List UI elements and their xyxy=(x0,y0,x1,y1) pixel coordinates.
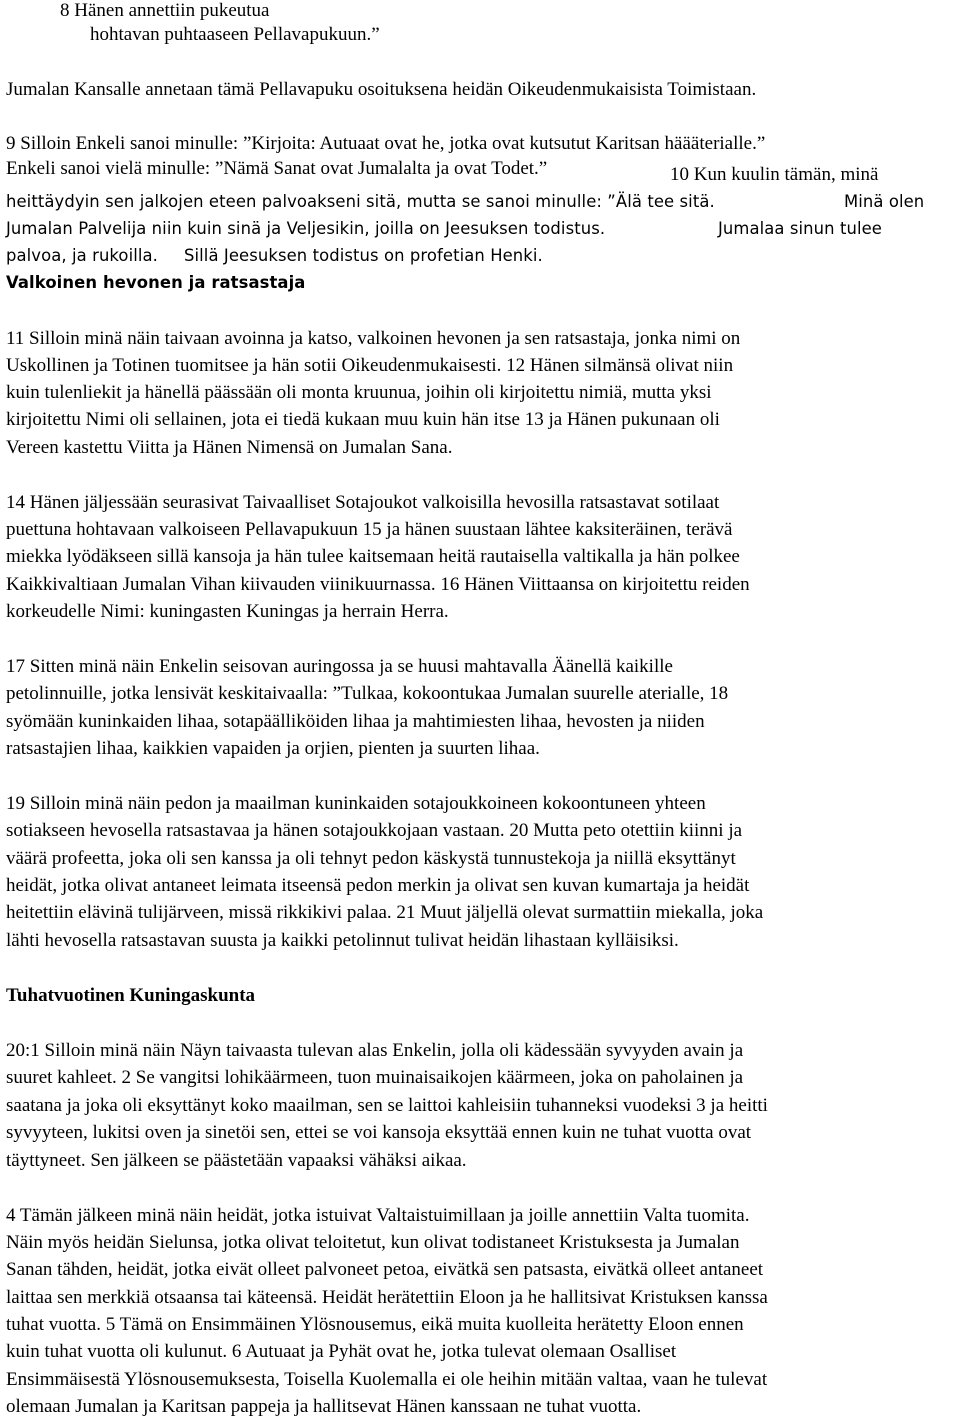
text-line: syvyyteen, lukitsi oven ja sinetöi sen, ettei se voi kansoja eksyttää ennen kuin ne tuhat vuotta ovat xyxy=(6,1122,752,1143)
text-line: Enkeli sanoi vielä minulle: ”Nämä Sanat ovat Jumalalta ja ovat Todet.” xyxy=(6,158,548,179)
text-line: heitettiin elävinä tulijärveen, missä rikkikivi palaa. 21 Muut jäljellä olevat surmattiin miekalla, joka xyxy=(6,902,764,923)
text-line: 17 Sitten minä näin Enkelin seisovan auringossa ja se huusi mahtavalla Äänellä kaikille xyxy=(6,656,673,677)
text-line: väärä profeetta, joka oli sen kanssa ja oli tehnyt pedon käskystä tunnustekoja ja niillä eksyttänyt xyxy=(6,848,736,869)
text-line: Uskollinen ja Totinen tuomitsee ja hän sotii Oikeudenmukaisesti. 12 Hänen silmänsä olivat niin xyxy=(6,355,734,376)
text-line: suuret kahleet. 2 Se vangitsi lohikäärmeen, tuon muinaisaikojen käärmeen, joka on paholainen ja xyxy=(6,1067,744,1088)
text-line: Vereen kastettu Viitta ja Hänen Nimensä on Jumalan Sana. xyxy=(6,437,453,458)
text-line: ratsastajien lihaa, kaikkien vapaiden ja orjien, pienten ja suurten lihaa. xyxy=(6,738,540,759)
text-line: hohtavan puhtaaseen Pellavapukuun.” xyxy=(90,24,380,45)
text-line: Sillä Jeesuksen todistus on profetian Henki. xyxy=(184,246,543,265)
text-line: korkeudelle Nimi: kuningasten Kuningas ja herrain Herra. xyxy=(6,601,449,622)
text-line: 14 Hänen jäljessään seurasivat Taivaalliset Sotajoukot valkoisilla hevosilla ratsastavat sotilaat xyxy=(6,492,720,513)
text-line: 10 Kun kuulin tämän, minä xyxy=(670,164,879,185)
text-line: 11 Silloin minä näin taivaan avoinna ja katso, valkoinen hevonen ja sen ratsastaja, jonka nimi on xyxy=(6,328,741,349)
text-line: Kaikkivaltiaan Jumalan Vihan kiivauden viinikuurnassa. 16 Hänen Viittaansa on kirjoitettu reiden xyxy=(6,574,750,595)
text-line: 8 Hänen annettiin pukeutua xyxy=(60,0,270,21)
text-line: petolinnuille, jotka lensivät keskitaivaalla: ”Tulkaa, kokoontukaa Jumalan suurelle aterialle, 18 xyxy=(6,683,729,704)
section-heading: Tuhatvuotinen Kuningaskunta xyxy=(6,985,256,1006)
text-line: laittaa sen merkkiä otsaansa tai käteensä. Heidät herätettiin Eloon ja he hallitsivat Kristuksen kanssa xyxy=(6,1287,768,1308)
text-line: 19 Silloin minä näin pedon ja maailman kuninkaiden sotajoukkoineen kokoontuneen yhteen xyxy=(6,793,706,814)
text-line: 4 Tämän jälkeen minä näin heidät, jotka istuivat Valtaistuimillaan ja joille annettiin Valta tuomita. xyxy=(6,1205,750,1226)
text-line: Jumalan Kansalle annetaan tämä Pellavapuku osoituksena heidän Oikeudenmukaisista Toimistaan. xyxy=(6,79,757,100)
text-line: sotiakseen hevosella ratsastavaa ja hänen sotajoukkojaan vastaan. 20 Mutta peto otettiin kiinni ja xyxy=(6,820,743,841)
text-line: täyttyneet. Sen jälkeen se päästetään vapaaksi vähäksi aikaa. xyxy=(6,1150,467,1171)
text-line: olemaan Jumalan ja Karitsan pappeja ja hallitsevat Hänen kanssaan ne tuhat vuotta. xyxy=(6,1396,642,1417)
text-line: kuin tulenliekit ja hänellä päässään oli monta kruunua, joihin oli kirjoitettu nimiä, mutta yksi xyxy=(6,382,712,403)
section-heading: Valkoinen hevonen ja ratsastaja xyxy=(6,273,306,292)
text-line: Minä olen xyxy=(844,192,925,211)
text-line: lähti hevosella ratsastavan suusta ja kaikki petolinnut tulivat heidän lihastaan kylläisiksi. xyxy=(6,930,679,951)
text-line: Näin myös heidän Sielunsa, jotka olivat teloitetut, kun olivat todistaneet Kristuksesta ja Jumalan xyxy=(6,1232,740,1253)
text-line: heidät, jotka olivat antaneet leimata itseensä pedon merkin ja olivat sen kuvan kumartaja ja heidät xyxy=(6,875,750,896)
text-line: kuin tuhat vuotta oli kulunut. 6 Autuaat ja Pyhät ovat he, jotka tulevat olemaan Osalliset xyxy=(6,1341,677,1362)
text-line: kirjoitettu Nimi oli sellainen, jota ei tiedä kukaan muu kuin hän itse 13 ja Hänen pukunaan oli xyxy=(6,409,720,430)
text-line: heittäydyin sen jalkojen eteen palvoakseni sitä, mutta se sanoi minulle: ”Älä tee sitä. xyxy=(6,192,715,211)
text-line: 9 Silloin Enkeli sanoi minulle: ”Kirjoita: Autuaat ovat he, jotka ovat kutsutut Karitsan häääterialle.” xyxy=(6,133,766,154)
text-line: tuhat vuotta. 5 Tämä on Ensimmäinen Ylösnousemus, eikä muita kuolleita herätetty Eloon ennen xyxy=(6,1314,744,1335)
text-line: miekka lyödäkseen sillä kansoja ja hän tulee kaitsemaan heitä rautaisella valtikalla ja hän polkee xyxy=(6,546,740,567)
text-line: Jumalaa sinun tulee xyxy=(718,219,882,238)
text-line: saatana ja joka oli eksyttänyt koko maailman, sen se laittoi kahleisiin tuhanneksi vuodeksi 3 ja heitti xyxy=(6,1095,768,1116)
text-line: Ensimmäisestä Ylösnousemuksesta, Toisella Kuolemalla ei ole heihin mitään valtaa, vaan he tulevat xyxy=(6,1369,768,1390)
text-line: palvoa, ja rukoilla. xyxy=(6,246,158,265)
text-line: puettuna hohtavaan valkoiseen Pellavapukuun 15 ja hänen suustaan lähtee kaksiteräinen, terävä xyxy=(6,519,733,540)
text-line: Sanan tähden, heidät, jotka eivät olleet palvoneet petoa, eivätkä sen patsasta, eivätkä olleet antaneet xyxy=(6,1259,764,1280)
text-line: Jumalan Palvelija niin kuin sinä ja Veljesikin, joilla on Jeesuksen todistus. xyxy=(6,219,606,238)
text-line: syömään kuninkaiden lihaa, sotapäälliköiden lihaa ja mahtimiesten lihaa, hevosten ja niiden xyxy=(6,711,705,732)
text-line: 20:1 Silloin minä näin Näyn taivaasta tulevan alas Enkelin, jolla oli kädessään syvyyden avain ja xyxy=(6,1040,744,1061)
